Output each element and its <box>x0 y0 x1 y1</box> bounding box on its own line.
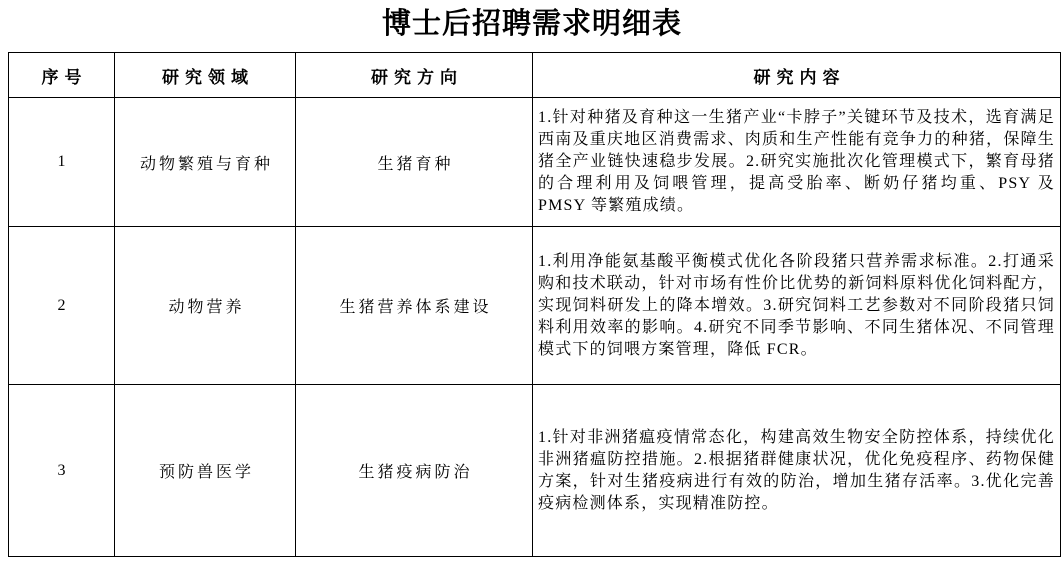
header-cell-research-direction: 研究方向 <box>296 53 533 98</box>
table-header-row <box>9 53 1061 98</box>
table-row <box>9 227 1061 385</box>
cell-research-content: 1.针对种猪及育种这一生猪产业“卡脖子”关键环节及技术，选育满足西南及重庆地区消费需求、肉质和生产性能有竞争力的种猪，保障生猪全产业链快速稳步发展。2.研究实施批次化管理模式下，繁育母猪的合理利用及饲喂管理，提高受胎率、断奶仔猪均重、PSY 及 PMSY 等繁殖成绩。 <box>533 98 1061 227</box>
page-title: 博士后招聘需求明细表 <box>381 8 682 40</box>
document-page <box>0 4 1064 573</box>
cell-research-field: 预防兽医学 <box>115 385 296 557</box>
cell-research-field: 动物繁殖与育种 <box>115 98 296 227</box>
cell-research-content: 1.利用净能氨基酸平衡模式优化各阶段猪只营养需求标准。2.打通采购和技术联动，针对市场有性价比优势的新饲料原料优化饲料配方，实现饲料研发上的降本增效。3.研究饲料工艺参数对不同阶段猪只饲料利用效率的影响。4.研究不同季节影响、不同生猪体况、不同管理模式下的饲喂方案管理，降低 FCR。 <box>533 227 1061 385</box>
table-row <box>9 98 1061 227</box>
cell-number: 2 <box>9 227 115 385</box>
header-cell-research-field: 研究领域 <box>115 53 296 98</box>
cell-research-direction: 生猪疫病防治 <box>296 385 533 557</box>
cell-research-content: 1.针对非洲猪瘟疫情常态化，构建高效生物安全防控体系，持续优化非洲猪瘟防控措施。2.根据猪群健康状况，优化免疫程序、药物保健方案，针对生猪疫病进行有效的防治，增加生猪存活率。3.优化完善疫病检测体系，实现精准防控。 <box>533 385 1061 557</box>
header-cell-number: 序号 <box>9 53 115 98</box>
cell-research-direction: 生猪育种 <box>296 98 533 227</box>
cell-research-field: 动物营养 <box>115 227 296 385</box>
requirements-table <box>8 52 1061 557</box>
cell-number: 1 <box>9 98 115 227</box>
table-row <box>9 385 1061 557</box>
cell-number: 3 <box>9 385 115 557</box>
cell-research-direction: 生猪营养体系建设 <box>296 227 533 385</box>
header-cell-research-content: 研究内容 <box>533 53 1061 98</box>
